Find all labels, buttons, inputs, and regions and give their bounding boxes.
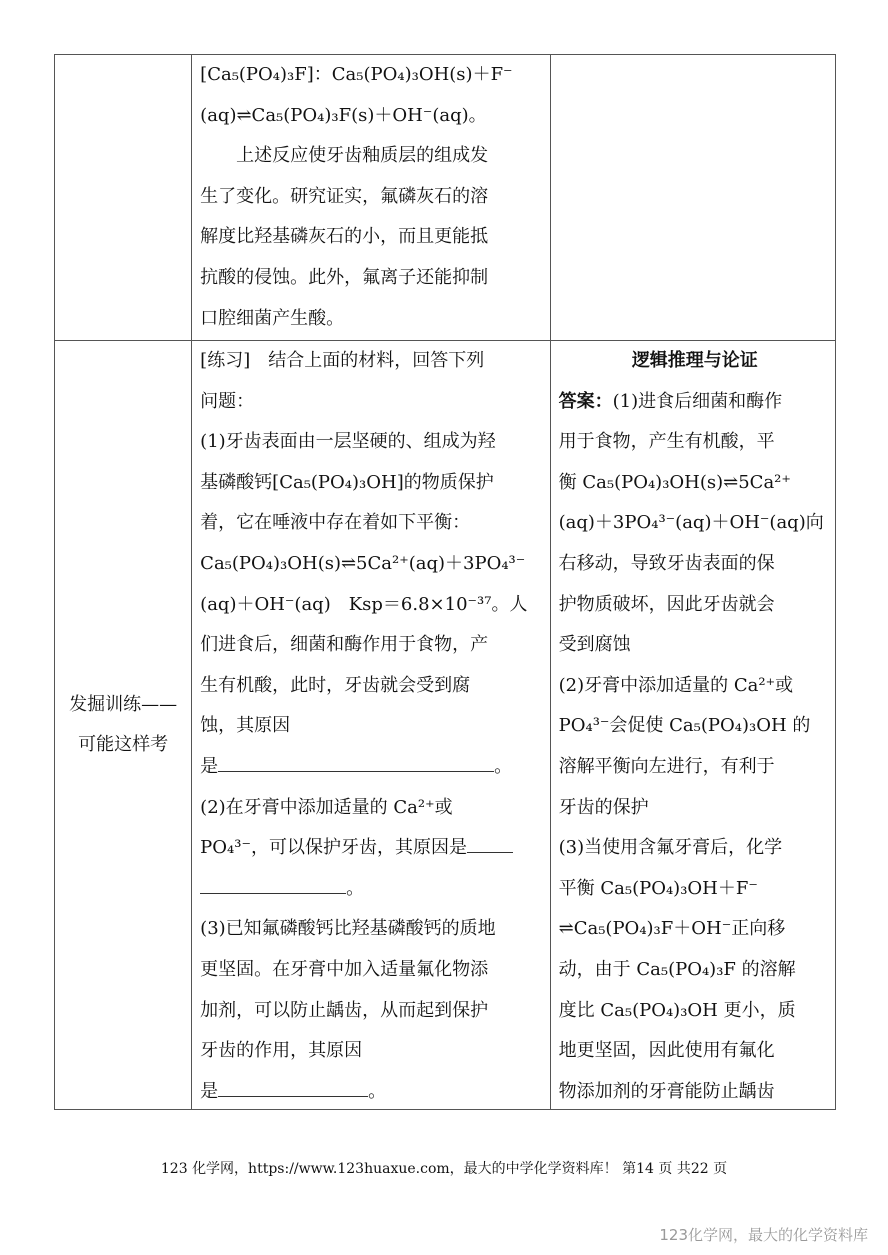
answer-line-q2: 。: [200, 869, 543, 910]
text-line: 们进食后，细菌和酶作用于食物，产: [200, 634, 489, 656]
text-line: 生有机酸，此时，牙齿就会受到腐: [200, 674, 471, 696]
answer-line: 溶解平衡向左进行，有利于: [558, 755, 775, 777]
section-label-line: 发掘训练——: [69, 694, 178, 715]
text-line: (1)牙齿表面由一层坚硬的、组成为羟: [200, 431, 496, 453]
answer-line: 右移动，导致牙齿表面的保: [558, 552, 775, 574]
answer-line: 衡 Ca₅(PO₄)₃OH(s)⇌5Ca²⁺: [558, 471, 791, 493]
text-line: (aq)＋OH⁻(aq) Ksp＝6.8×10⁻³⁷。人: [200, 593, 528, 615]
text-line: 蚀，其原因: [200, 715, 291, 737]
watermark: 123化学网，最大的化学资料库: [659, 1226, 868, 1244]
answer-blank[interactable]: [218, 755, 494, 772]
answer-blank[interactable]: [218, 1080, 368, 1097]
answer-line: 受到腐蚀: [558, 634, 631, 656]
text-line: [Ca₅(PO₄)₃F]：Ca₅(PO₄)₃OH(s)＋F⁻: [200, 64, 513, 85]
answer-line: PO₄³⁻会促使 Ca₅(PO₄)₃OH 的: [558, 715, 811, 737]
answer-line: (aq)＋3PO₄³⁻(aq)＋OH⁻(aq)向: [558, 512, 824, 534]
section-label-line: 可能这样考: [78, 734, 169, 755]
table-row: [55, 55, 836, 341]
answer-prefix: 答案：: [558, 390, 613, 412]
page-footer: 123 化学网，https://www.123huaxue.com，最大的中学化学资料库！ 第14 页 共22 页: [160, 1161, 728, 1177]
material-cell: [192, 55, 550, 341]
text-line: (3)已知氟磷酸钙比羟基磷酸钙的质地: [200, 918, 496, 940]
text-line: 解度比羟基磷灰石的小，而且更能抵: [200, 226, 489, 248]
answer-line: 地更坚固，因此使用有氟化: [558, 1040, 775, 1062]
text-line: 牙齿的作用，其原因: [200, 1040, 363, 1062]
text-line: (aq)⇌Ca₅(PO₄)₃F(s)＋OH⁻(aq)。: [200, 104, 487, 126]
text-line-q2: PO₄³⁻，可以保护牙齿，其原因是: [200, 828, 543, 869]
answer-cell: [550, 341, 835, 1110]
answer-line: 度比 Ca₅(PO₄)₃OH 更小，质: [558, 999, 796, 1021]
answer-line-q3: 是 。: [200, 1080, 387, 1102]
text-line: 口腔细菌产生酸。: [200, 307, 345, 329]
answer-line: 护物质破坏，因此牙齿就会: [558, 593, 775, 615]
answer-heading: 逻辑推理与论证: [631, 350, 758, 371]
answer-line: 用于食物，产生有机酸，平: [558, 431, 775, 453]
text-line: 加剂，可以防止龋齿，从而起到保护: [200, 999, 489, 1021]
text-line: [练习] 结合上面的材料，回答下列: [200, 350, 485, 371]
section-label: [55, 341, 192, 1110]
text-line: 抗酸的侵蚀。此外，氟离子还能抑制: [200, 266, 489, 288]
answer-line: (3)当使用含氟牙膏后，化学: [558, 837, 783, 859]
exercise-cell: [192, 341, 550, 1110]
table-row: [55, 341, 836, 1110]
text-line: 上述反应使牙齿釉质层的组成发: [236, 145, 489, 167]
answer-line-q1: 是 。: [200, 755, 513, 777]
text-line: 基磷酸钙[Ca₅(PO₄)₃OH]的物质保护: [200, 471, 494, 493]
answer-line: (2)牙膏中添加适量的 Ca²⁺或: [558, 674, 794, 696]
answer-blank[interactable]: [200, 877, 346, 894]
answer-line: 平衡 Ca₅(PO₄)₃OH＋F⁻: [558, 877, 758, 899]
answer-line: ⇌Ca₅(PO₄)₃F＋OH⁻正向移: [558, 918, 786, 940]
answer-line: 物添加剂的牙膏能防止龋齿: [558, 1080, 775, 1102]
text-line: 生了变化。研究证实，氟磷灰石的溶: [200, 185, 489, 207]
text-line: (2)在牙膏中添加适量的 Ca²⁺或: [200, 796, 453, 818]
answer-line: 答案：(1)进食后细菌和酶作: [558, 390, 783, 412]
label-cell-empty: [55, 55, 192, 341]
text-line: 着，它在唾液中存在着如下平衡：: [200, 512, 471, 534]
text-line: 问题：: [200, 390, 255, 412]
text-line: Ca₅(PO₄)₃OH(s)⇌5Ca²⁺(aq)＋3PO₄³⁻: [200, 552, 526, 574]
answer-blank[interactable]: [467, 836, 513, 853]
content-table: [54, 54, 836, 1110]
text-line: 更坚固。在牙膏中加入适量氟化物添: [200, 958, 489, 980]
answer-line: 动，由于 Ca₅(PO₄)₃F 的溶解: [558, 958, 796, 980]
answer-cell-empty: [550, 55, 835, 341]
answer-line: 牙齿的保护: [558, 796, 649, 818]
